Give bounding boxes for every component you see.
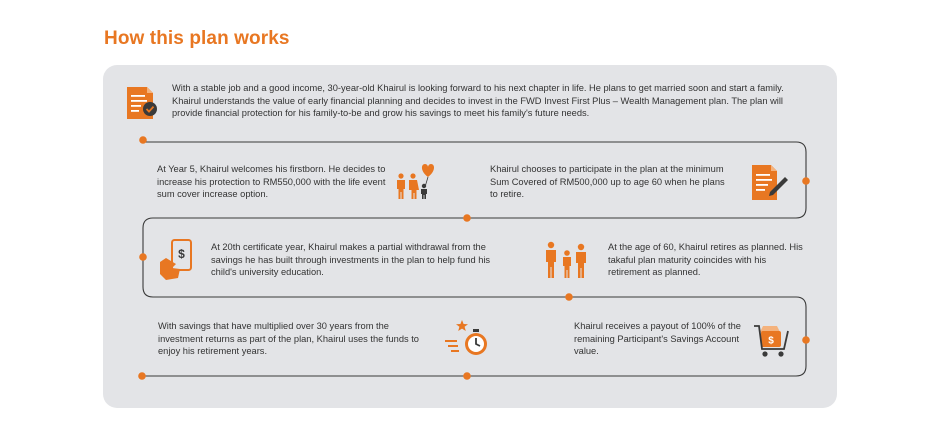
family-icon xyxy=(541,240,593,280)
stopwatch-star-icon xyxy=(444,318,490,358)
document-pen-icon xyxy=(749,163,789,203)
step-retirement-text: With savings that have multiplied over 30 years from the investment returns as part of the plan, Khairul uses the funds to enjoy his retirement years. xyxy=(158,321,419,357)
timeline-dot xyxy=(139,136,147,144)
document-check-icon xyxy=(123,85,161,123)
family-heart-icon xyxy=(393,163,439,201)
svg-text:$: $ xyxy=(178,247,185,261)
step-age60-text: At the age of 60, Khairul retires as planned. His takaful plan maturity coincides with his retirement as planned. xyxy=(608,242,803,278)
shopping-cart-dollar-icon xyxy=(753,318,793,360)
step-intro-text: With a stable job and a good income, 30-year-old Khairul is looking forward to his next chapter in life. He plans to get married soon and start a family. Khairul understands the value of early financial planning and decides to invest in the FWD Invest First Plus – Wealth Management plan. The plan will provide financial protection for his family-to-be and grow his savings to meet his family's future needs. xyxy=(172,83,784,119)
timeline-dot xyxy=(138,372,146,380)
phone-dollar-hand-icon xyxy=(158,238,198,282)
step-year20-text: At 20th certificate year, Khairul makes a partial withdrawal from the savings he has built through investments in the plan to help fund his child's university education. xyxy=(211,242,491,278)
timeline-dot xyxy=(802,336,810,344)
step-payout-text: Khairul receives a payout of 100% of the remaining Participant's Savings Account value. xyxy=(574,321,741,357)
page-title: How this plan works xyxy=(104,28,290,49)
timeline-dot xyxy=(139,253,147,261)
step-year5-text: At Year 5, Khairul welcomes his firstborn. He decides to increase his protection to RM550,000 with the life event sum cover increase option. xyxy=(157,164,386,200)
timeline-dot xyxy=(565,293,573,301)
step-participate-text: Khairul chooses to participate in the plan at the minimum Sum Covered of RM500,000 up to age 60 when he plans to retire. xyxy=(490,164,725,200)
timeline-dot xyxy=(463,372,471,380)
timeline-dot xyxy=(463,214,471,222)
timeline-dot xyxy=(802,177,810,185)
svg-text:$: $ xyxy=(768,335,774,347)
